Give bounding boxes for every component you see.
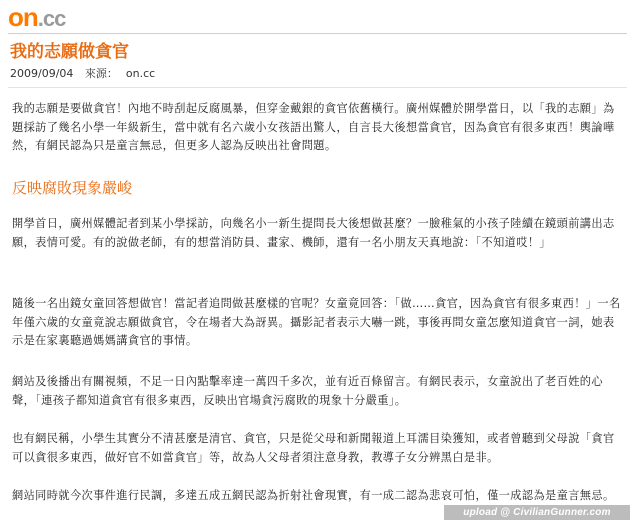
article-subheading: 反映腐敗現象嚴峻 xyxy=(12,179,133,197)
header-divider xyxy=(8,33,627,34)
logo-suffix-text: .cc xyxy=(37,6,66,31)
article-paragraph: 開學首日，廣州媒體記者到某小學採訪，向幾名小一新生提問長大後想做甚麼？一臉稚氣的小孩子陸續在鏡頭前講出志願，表情可愛。有的說做老師，有的想當消防員、畫家、機師，還有一名小朋友天真地說：「不知道哎！」 xyxy=(12,217,615,249)
logo-main-text: on xyxy=(8,2,38,32)
article-paragraph: 網站及後播出有關視頻，不足一日內點擊率達一萬四千多次，並有近百條留言。有網民表示，女童說出了老百姓的心聲，「連孩子都知道貪官有很多東西，反映出官場貪污腐敗的現象十分嚴重」。 xyxy=(12,375,603,407)
article-title: 我的志願做貪官 xyxy=(10,42,129,62)
article-date: 2009/09/04 xyxy=(10,67,74,80)
article-paragraph: 隨後一名出鏡女童回答想做官！當記者追問做甚麼樣的官呢？女童竟回答：「做……貪官，因為貪官有很多東西！」一名年僅六歲的女童竟說志願做貪官，令在場者大為訝異。攝影記者表示大嚇一跳，事後再問女童怎麼知道貪官一詞，她表示是在家裏聽過媽媽講貪官的事情。 xyxy=(12,297,621,347)
article-paragraph: 也有網民稱，小學生其實分不清甚麼是清官、貪官，只是從父母和新聞報道上耳濡目染獲知，或者曾聽到父母說「貪官可以貪很多東西，做好官不如當貪官」等，故為人父母者須注意身教，教導子女分辨黑白是非。 xyxy=(12,432,615,464)
source-label: 來源： xyxy=(84,67,118,80)
upload-watermark: upload @ CivilianGunner.com xyxy=(444,505,630,520)
article-paragraph: 網站同時就今次事件進行民調，多達五成五網民認為折射社會現實，有一成二認為悲哀可怕，僅一成認為是童言無忌。 xyxy=(12,489,615,502)
article-intro: 我的志願是要做貪官！內地不時刮起反腐風暴，但穿金戴銀的貪官依舊橫行。廣州媒體於開學當日，以「我的志願」為題採訪了幾名小學一年級新生，當中就有名六歲小女孩語出驚人，自言長大後想當貪官，因為貪官有很多東西！輿論嘩然，有網民認為只是童言無忌，但更多人認為反映出社會問題。 xyxy=(12,102,615,152)
meta-divider xyxy=(8,87,627,88)
article-meta xyxy=(10,67,171,81)
article-source xyxy=(85,67,163,80)
source-value: on.cc xyxy=(125,67,156,80)
site-logo[interactable] xyxy=(8,2,65,34)
